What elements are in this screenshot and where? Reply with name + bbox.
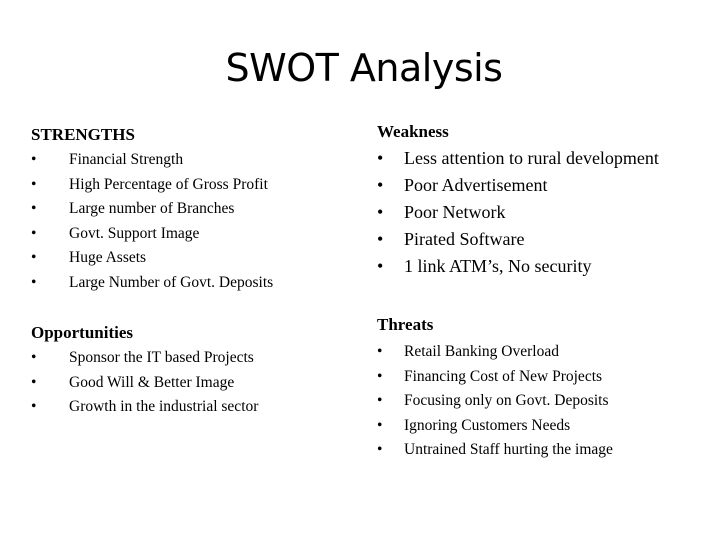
bullet-icon: • [377,202,384,222]
list-item [377,365,613,390]
list-item [31,148,273,173]
bullet-icon: • [377,416,383,434]
list-item-text: Huge Assets [69,249,147,266]
list-item-text: Growth in the industrial sector [69,398,259,415]
bullet-icon: • [377,392,383,409]
list-item [377,172,659,199]
list-item-text: Focusing only on Govt. Deposits [404,392,609,409]
bullet-icon: • [377,148,384,168]
weakness-section [377,119,659,280]
list-item [377,389,613,414]
list-item [31,197,273,222]
bullet-icon: • [377,175,384,195]
bullet-icon: • [377,343,383,360]
list-item [377,199,659,226]
list-item [31,246,273,271]
strengths-heading: STRENGTHS [31,125,135,144]
opportunities-section [31,320,258,420]
list-item-text: High Percentage of Gross Profit [69,175,268,193]
bullet-icon: • [31,373,37,391]
bullet-icon: • [377,229,384,249]
strengths-list [31,148,273,295]
bullet-icon: • [31,175,37,193]
opportunities-list [31,346,258,420]
list-item-text: Poor Network [404,202,506,222]
list-item-text: Ignoring Customers Needs [404,416,571,434]
bullet-icon: • [31,200,37,217]
list-item [31,371,258,396]
list-item [31,395,258,420]
bullet-icon: • [31,151,37,168]
threats-section [377,312,613,463]
bullet-icon: • [31,224,37,242]
list-item-text: Untrained Staff hurting the image [404,441,613,458]
list-item [377,145,659,172]
bullet-icon: • [31,249,37,266]
list-item [377,340,613,365]
strengths-section [31,122,273,295]
list-item [377,414,613,439]
list-item-text: Sponsor the IT based Projects [69,349,254,366]
list-item [377,226,659,253]
list-item-text: Good Will & Better Image [69,373,235,391]
threats-heading: Threats [377,315,434,334]
list-item [31,346,258,371]
list-item [31,173,273,198]
list-item-text: 1 link ATM’s, No security [404,256,592,276]
list-item [377,438,613,463]
list-item [31,222,273,247]
bullet-icon: • [31,273,37,291]
threats-list [377,340,613,463]
bullet-icon: • [31,349,37,366]
slide-title: SWOT Analysis [225,46,503,90]
list-item-text: Financial Strength [69,151,184,168]
list-item-text: Large number of Branches [69,200,235,217]
list-item [377,253,659,280]
opportunities-heading: Opportunities [31,323,134,342]
list-item-text: Large Number of Govt. Deposits [69,273,274,291]
list-item-text: Pirated Software [404,229,525,249]
list-item-text: Retail Banking Overload [404,343,559,360]
bullet-icon: • [377,256,384,276]
weakness-list [377,145,659,280]
bullet-icon: • [377,441,383,458]
bullet-icon: • [377,367,383,385]
list-item-text: Poor Advertisement [404,175,548,195]
bullet-icon: • [31,398,37,415]
list-item-text: Govt. Support Image [69,224,200,242]
weakness-heading: Weakness [377,122,449,141]
list-item [31,271,273,296]
list-item-text: Less attention to rural development [404,148,659,168]
list-item-text: Financing Cost of New Projects [404,367,603,385]
